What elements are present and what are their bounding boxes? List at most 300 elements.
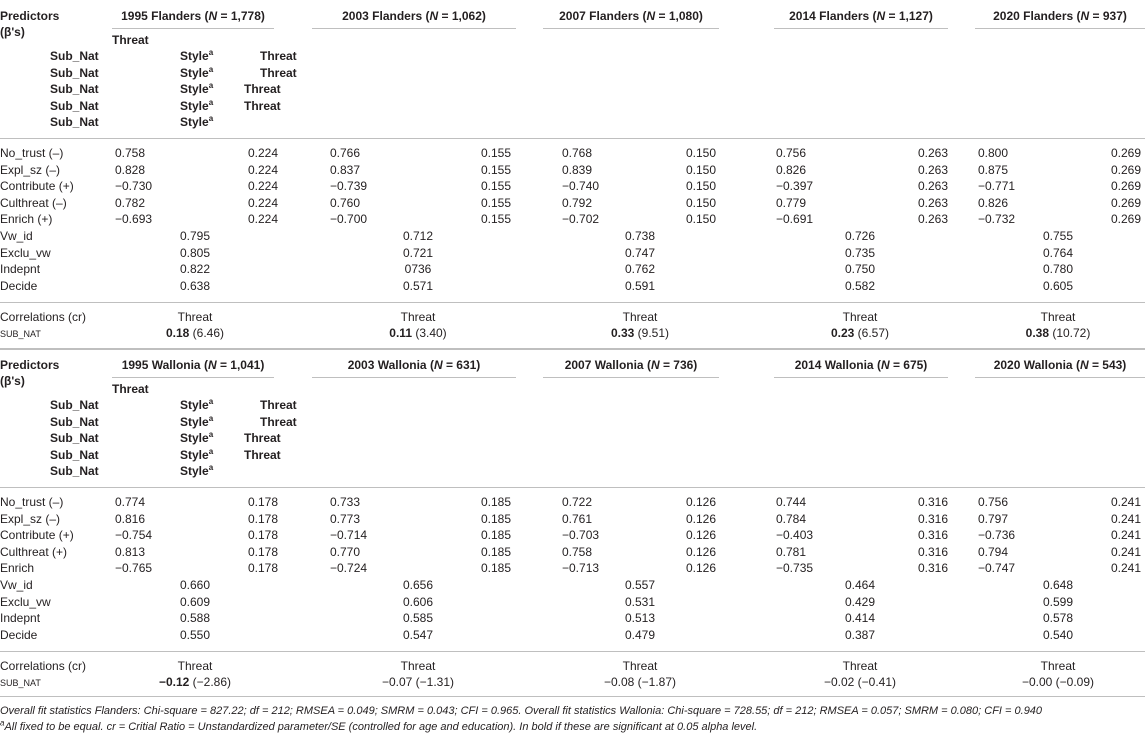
corr-threat: Threat: [400, 659, 436, 673]
style-sup: a: [208, 81, 214, 90]
style-value: 0.738: [624, 229, 656, 243]
style-value: 0736: [404, 262, 432, 276]
header-post: = 1,080): [655, 9, 703, 23]
corr-threat: Threat: [177, 659, 213, 673]
corr-value: [988, 675, 1128, 689]
corr-ratio: (−0.09): [1052, 675, 1095, 689]
header-pre: 2020 Wallonia (: [993, 358, 1080, 372]
style-value: 0.755: [1042, 229, 1074, 243]
error-value: 0.185: [480, 561, 511, 575]
error-value: 0.263: [917, 179, 948, 193]
header-pre: 2003 Flanders (: [342, 9, 430, 23]
error-value: 0.185: [480, 511, 511, 526]
sub-nat-label: Sub_Nat: [50, 431, 99, 445]
rule-line: [0, 696, 1145, 697]
loading-value: 0.781: [776, 544, 807, 559]
column-header: [543, 358, 719, 372]
corr-ratio: (6.46): [189, 326, 225, 340]
corr-threat: Threat: [400, 310, 436, 324]
error-value: 0.269: [1110, 195, 1141, 210]
corr-sub-label: SUB_NAT: [0, 678, 41, 688]
loading-value: −0.714: [330, 528, 368, 542]
corr-coef: −0.00: [1021, 675, 1053, 689]
style-label: [180, 66, 213, 80]
header-pre: 2020 Flanders (: [993, 9, 1081, 23]
loading-value: 0.768: [562, 146, 593, 160]
style-value: 0.547: [402, 627, 434, 642]
style-text: Style: [180, 98, 209, 113]
loading-value: −0.739: [330, 179, 368, 193]
loading-value: 0.784: [776, 511, 807, 526]
header-n: N: [208, 9, 218, 23]
header-post: = 1,041): [216, 358, 265, 372]
error-value: 0.185: [480, 544, 511, 559]
style-sup: a: [208, 413, 214, 423]
sub-nat-label: Sub_Nat: [50, 447, 99, 462]
corr-value: [125, 326, 265, 340]
header-pre: 2003 Wallonia (: [347, 358, 434, 372]
footnote-note: [0, 720, 757, 734]
corr-coef: −0.12: [158, 675, 190, 689]
rule-line: [543, 377, 719, 378]
style-label: [180, 49, 213, 63]
style-text: Style: [180, 398, 209, 412]
row-label: Culthreat (–): [0, 195, 67, 210]
header-post: = 1,062): [438, 9, 486, 23]
error-value: 0.316: [917, 511, 948, 526]
header-post: = 1,778): [217, 9, 265, 23]
corr-value: [570, 675, 710, 689]
loading-value: 0.773: [330, 511, 361, 526]
error-value: 0.241: [1110, 528, 1141, 542]
corr-value: [570, 326, 710, 340]
predictors-label: Predictors: [0, 358, 60, 372]
corr-coef: 0.33: [610, 326, 635, 340]
error-value: 0.263: [917, 195, 948, 210]
style-value: 0.578: [1042, 611, 1074, 625]
header-n: N: [650, 358, 660, 372]
style-text: Style: [180, 431, 209, 445]
style-sup: a: [208, 64, 214, 74]
style-label: [180, 431, 213, 445]
error-value: 0.241: [1110, 561, 1141, 575]
style-label: [180, 448, 213, 462]
corr-ratio: (9.51): [634, 326, 670, 340]
loading-value: 0.839: [562, 162, 593, 177]
predictors-label: Predictors: [0, 9, 60, 23]
loading-value: −0.403: [776, 528, 814, 542]
style-value: 0.414: [844, 611, 876, 625]
header-n: N: [876, 9, 886, 23]
style-sup: a: [208, 48, 214, 57]
corr-value: [348, 675, 488, 689]
error-value: 0.316: [917, 528, 948, 542]
error-value: 0.155: [480, 146, 511, 160]
corr-value: [125, 675, 265, 689]
loading-value: 0.816: [115, 511, 146, 526]
rule-line: [0, 349, 1145, 350]
style-text: Style: [180, 82, 209, 96]
column-header: [312, 9, 516, 23]
error-value: 0.150: [685, 146, 716, 160]
error-value: 0.269: [1110, 162, 1141, 177]
style-label: [180, 82, 213, 96]
error-value: 0.316: [917, 544, 948, 559]
style-text: Style: [180, 464, 209, 478]
footnote-text: All fixed to be equal. cr = Critial Ratio = Unstandardized parameter/SE (controlled for age and education). In bold if these are significant at 0.05 alpha level.: [4, 721, 758, 733]
rule-line: [312, 28, 516, 29]
style-value: 0.591: [624, 278, 656, 293]
error-value: 0.241: [1110, 511, 1141, 526]
sub-nat-label: Sub_Nat: [50, 414, 99, 429]
loading-value: 0.756: [776, 146, 807, 160]
style-value: 0.747: [624, 245, 656, 260]
error-value: 0.269: [1110, 146, 1141, 160]
threat-label: Threat: [260, 49, 297, 63]
corr-threat: Threat: [622, 310, 658, 324]
style-value: 0.557: [624, 578, 656, 592]
loading-value: 0.794: [978, 544, 1009, 559]
style-value: 0.795: [179, 229, 211, 243]
loading-value: −0.713: [562, 561, 600, 575]
row-label: Culthreat (+): [0, 544, 68, 559]
error-value: 0.126: [685, 544, 716, 559]
style-value: 0.606: [402, 594, 434, 609]
style-value: 0.712: [402, 229, 434, 243]
loading-value: 0.837: [330, 162, 361, 177]
row-label: Expl_sz (–): [0, 511, 61, 526]
corr-threat: Threat: [622, 659, 658, 673]
style-label: [180, 398, 213, 412]
error-value: 0.241: [1110, 544, 1141, 559]
error-value: 0.155: [480, 212, 511, 226]
style-sup: a: [208, 463, 214, 472]
style-value: 0.599: [1042, 594, 1074, 609]
error-value: 0.178: [247, 528, 278, 542]
row-label: Decide: [0, 278, 38, 293]
row-label: Contribute (+): [0, 528, 74, 542]
corr-coef: 0.38: [1025, 326, 1049, 340]
error-value: 0.178: [247, 544, 278, 559]
header-pre: 2007 Flanders (: [559, 9, 647, 23]
error-value: 0.155: [480, 179, 511, 193]
header-pre: 2007 Wallonia (: [564, 358, 651, 372]
corr-coef: 0.23: [830, 326, 855, 340]
error-value: 0.263: [917, 212, 948, 226]
corr-threat: Threat: [177, 310, 213, 324]
row-label: Expl_sz (–): [0, 162, 61, 177]
loading-value: 0.733: [330, 495, 361, 509]
error-value: 0.269: [1110, 179, 1141, 193]
header-n: N: [433, 358, 443, 372]
loading-value: 0.813: [115, 544, 146, 559]
loading-value: −0.693: [115, 212, 153, 226]
loading-value: 0.828: [115, 162, 146, 177]
style-text: Style: [180, 447, 209, 462]
rule-line: [0, 138, 1145, 139]
error-value: 0.224: [247, 195, 278, 210]
loading-value: 0.758: [562, 544, 593, 559]
style-value: 0.540: [1042, 627, 1074, 642]
error-value: 0.155: [480, 162, 511, 177]
error-value: 0.178: [247, 511, 278, 526]
rule-line: [312, 377, 516, 378]
footnote-sup: a: [0, 718, 5, 728]
loading-value: 0.770: [330, 544, 361, 559]
corr-sub-label: SUB_NAT: [0, 329, 41, 339]
rule-line: [0, 651, 1145, 652]
loading-value: 0.826: [978, 195, 1009, 210]
column-header: [112, 9, 274, 23]
threat-label: Threat: [244, 431, 281, 445]
loading-value: −0.700: [330, 212, 368, 226]
row-label: Enrich: [0, 561, 35, 575]
style-value: 0.660: [179, 578, 211, 592]
error-value: 0.185: [480, 528, 511, 542]
beta-label: (β's): [0, 374, 25, 388]
style-value: 0.822: [179, 262, 211, 276]
loading-value: −0.740: [562, 179, 600, 193]
sub-nat-label: Sub_Nat: [50, 98, 99, 113]
threat-label: Threat: [244, 447, 281, 462]
sub-nat-label: Sub_Nat: [50, 82, 99, 96]
corr-value: [988, 326, 1128, 340]
corr-coef: −0.08: [603, 675, 635, 689]
style-value: 0.726: [844, 229, 876, 243]
column-header: [774, 358, 948, 372]
header-post: = 1,127): [885, 9, 933, 23]
loading-value: 0.744: [776, 495, 807, 509]
style-text: Style: [180, 65, 209, 80]
style-value: 0.582: [844, 278, 876, 293]
style-value: 0.735: [844, 245, 876, 260]
rule-line: [0, 348, 1145, 349]
corr-ratio: (−1.87): [634, 675, 677, 689]
rule-line: [112, 377, 274, 378]
row-label: Vw_id: [0, 578, 33, 592]
style-value: 0.638: [179, 278, 211, 293]
style-value: 0.479: [624, 627, 656, 642]
header-n: N: [1080, 9, 1090, 23]
style-label: [180, 415, 213, 429]
style-value: 0.805: [179, 245, 211, 260]
column-header: [975, 9, 1145, 23]
sub-nat-label: Sub_Nat: [50, 65, 99, 80]
loading-value: −0.736: [978, 528, 1016, 542]
error-value: 0.150: [685, 212, 716, 226]
header-pre: 2014 Wallonia (: [794, 358, 881, 372]
style-value: 0.513: [624, 611, 656, 625]
header-pre: 1995 Wallonia (: [121, 358, 208, 372]
loading-value: 0.782: [115, 195, 146, 210]
style-sup: a: [208, 397, 214, 406]
style-sup: a: [208, 446, 214, 456]
error-value: 0.150: [685, 195, 716, 210]
style-value: 0.750: [844, 262, 876, 276]
row-label: No_trust (–): [0, 146, 64, 160]
header-post: = 631): [442, 358, 481, 372]
loading-value: 0.779: [776, 195, 807, 210]
style-text: Style: [180, 115, 209, 129]
loading-value: −0.724: [330, 561, 368, 575]
loading-value: 0.800: [978, 146, 1009, 160]
header-post: = 937): [1089, 9, 1127, 23]
row-label: Exclu_vw: [0, 594, 51, 609]
threat-label: Threat: [244, 98, 281, 113]
style-value: 0.571: [402, 278, 434, 293]
loading-value: −0.703: [562, 528, 600, 542]
style-value: 0.464: [844, 578, 876, 592]
style-value: 0.764: [1042, 245, 1074, 260]
column-header: [312, 358, 516, 372]
loading-value: 0.756: [978, 495, 1009, 509]
rule-line: [543, 28, 719, 29]
column-header: [543, 9, 719, 23]
corr-threat: Threat: [1040, 659, 1076, 673]
row-label: Indepnt: [0, 611, 41, 625]
row-label: Exclu_vw: [0, 245, 51, 260]
beta-label: (β's): [0, 25, 25, 39]
error-value: 0.126: [685, 528, 716, 542]
style-sup: a: [208, 430, 214, 439]
loading-value: −0.754: [115, 528, 153, 542]
footnote-fit: Overall fit statistics Flanders: Chi-square = 827.22; df = 212; RMSEA = 0.049; SMRM = 0.043; CFI = 0.965. Overall fit statistics Wallonia: Chi-square = 728.55; df = 212; RMSEA = 0.057; SMRM = 0.080; CFI = 0.940: [0, 705, 1043, 717]
rule-line: [0, 302, 1145, 303]
threat-label: Threat: [260, 65, 297, 80]
corr-value: [790, 675, 930, 689]
rule-line: [975, 377, 1145, 378]
error-value: 0.178: [247, 561, 278, 575]
corr-coef: 0.11: [389, 326, 412, 340]
loading-value: 0.758: [115, 146, 146, 160]
loading-value: 0.761: [562, 511, 593, 526]
rule-line: [774, 28, 948, 29]
sub-nat-label: Sub_Nat: [50, 398, 99, 412]
header-n: N: [1079, 358, 1089, 372]
column-header: [975, 358, 1145, 372]
error-value: 0.126: [685, 495, 716, 509]
error-value: 0.224: [247, 162, 278, 177]
header-pre: 1995 Flanders (: [121, 9, 209, 23]
error-value: 0.126: [685, 511, 716, 526]
rule-line: [112, 28, 274, 29]
loading-value: −0.397: [776, 179, 814, 193]
header-post: = 543): [1088, 358, 1127, 372]
row-label: Contribute (+): [0, 179, 74, 193]
sub-nat-label: Sub_Nat: [50, 49, 99, 63]
error-value: 0.155: [480, 195, 511, 210]
error-value: 0.263: [917, 162, 948, 177]
style-label: [180, 115, 213, 129]
style-sup: a: [208, 97, 214, 107]
sub-nat-label: Sub_Nat: [50, 464, 99, 478]
style-label: [180, 99, 213, 113]
loading-value: 0.797: [978, 511, 1009, 526]
corr-value: [348, 326, 488, 340]
error-value: 0.150: [685, 179, 716, 193]
corr-label: Correlations (cr): [0, 659, 87, 673]
column-header: [774, 9, 948, 23]
threat-label: Threat: [112, 33, 149, 47]
style-value: 0.605: [1042, 278, 1074, 293]
row-label: Decide: [0, 627, 38, 642]
loading-value: −0.702: [562, 212, 600, 226]
style-text: Style: [180, 414, 209, 429]
error-value: 0.178: [247, 495, 278, 509]
loading-value: 0.760: [330, 195, 361, 210]
error-value: 0.269: [1110, 212, 1141, 226]
loading-value: 0.875: [978, 162, 1009, 177]
row-label: Indepnt: [0, 262, 41, 276]
loading-value: −0.735: [776, 561, 814, 575]
corr-ratio: (−2.86): [189, 675, 232, 689]
header-post: = 675): [889, 358, 928, 372]
style-text: Style: [180, 49, 209, 63]
header-post: = 736): [659, 358, 698, 372]
threat-label: Threat: [260, 414, 297, 429]
loading-value: 0.722: [562, 495, 593, 509]
header-n: N: [880, 358, 890, 372]
loading-value: −0.691: [776, 212, 814, 226]
corr-ratio: (−1.31): [412, 675, 455, 689]
style-value: 0.721: [402, 245, 434, 260]
style-value: 0.609: [179, 594, 211, 609]
rule-line: [774, 377, 948, 378]
loading-value: −0.730: [115, 179, 153, 193]
error-value: 0.316: [917, 561, 948, 575]
corr-coef: −0.02: [823, 675, 855, 689]
error-value: 0.150: [685, 162, 716, 177]
corr-ratio: (10.72): [1049, 326, 1091, 340]
threat-label: Threat: [112, 382, 149, 396]
style-value: 0.585: [402, 611, 434, 625]
sub-nat-label: Sub_Nat: [50, 115, 99, 129]
style-value: 0.429: [844, 594, 876, 609]
column-header: [112, 358, 274, 372]
error-value: 0.224: [247, 212, 278, 226]
loading-value: 0.774: [115, 495, 146, 509]
threat-label: Threat: [260, 398, 297, 412]
row-label: Enrich (+): [0, 212, 53, 226]
loading-value: −0.765: [115, 561, 153, 575]
corr-ratio: (6.57): [854, 326, 890, 340]
loading-value: −0.732: [978, 212, 1016, 226]
style-value: 0.762: [624, 262, 656, 276]
error-value: 0.126: [685, 561, 716, 575]
style-value: 0.387: [844, 627, 876, 642]
style-value: 0.531: [624, 594, 656, 609]
style-value: 0.780: [1042, 262, 1074, 276]
corr-threat: Threat: [842, 659, 878, 673]
style-value: 0.648: [1042, 578, 1074, 592]
corr-value: [790, 326, 930, 340]
loading-value: 0.826: [776, 162, 807, 177]
error-value: 0.241: [1110, 495, 1141, 509]
error-value: 0.185: [480, 495, 511, 509]
rule-line: [0, 487, 1145, 488]
header-pre: 2014 Flanders (: [789, 9, 877, 23]
loading-value: 0.792: [562, 195, 593, 210]
corr-coef: −0.07: [381, 675, 413, 689]
error-value: 0.316: [917, 495, 948, 509]
style-value: 0.550: [179, 627, 211, 642]
row-label: No_trust (–): [0, 495, 64, 509]
error-value: 0.224: [247, 146, 278, 160]
row-label: Vw_id: [0, 229, 33, 243]
corr-ratio: (−0.41): [854, 675, 897, 689]
style-value: 0.588: [179, 611, 211, 625]
header-n: N: [646, 9, 656, 23]
